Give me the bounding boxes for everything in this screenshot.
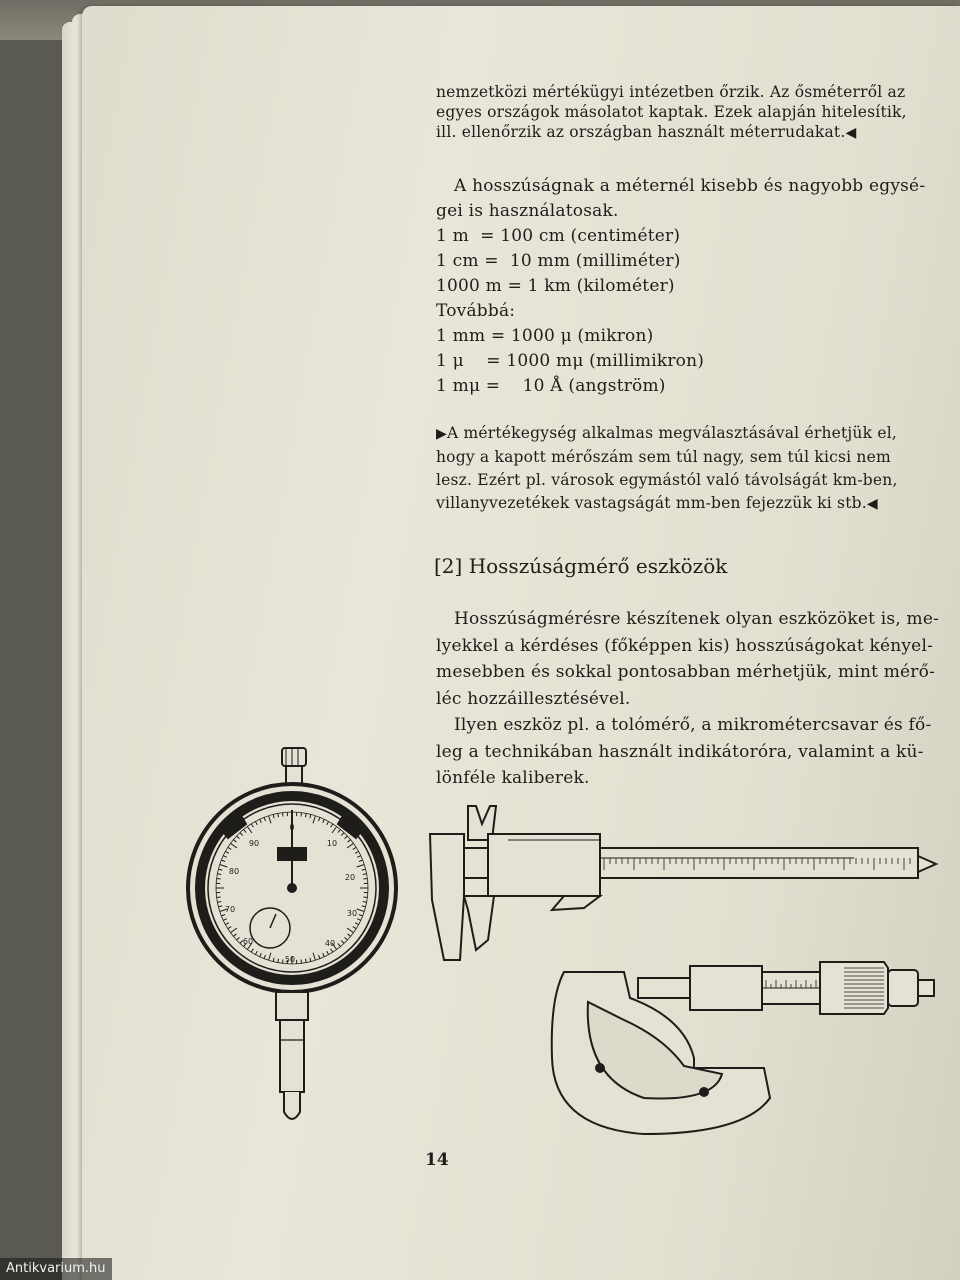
dial-label: 70 [224, 905, 236, 914]
text-line: lönféle kaliberek. [436, 768, 590, 788]
dial-label: 0 [289, 823, 295, 832]
unit-row: Továbbá: [436, 301, 516, 321]
end-marker-icon: ◀ [866, 496, 878, 512]
micrometer-illustration [544, 958, 944, 1138]
page-number: 14 [425, 1150, 449, 1170]
intro-paragraph [436, 82, 956, 143]
text-line: hogy a kapott mérőszám sem túl nagy, sem túl kicsi nem [436, 448, 891, 466]
text-line: Ilyen eszköz pl. a tolómérő, a mikrométercsavar és fő- [454, 715, 932, 735]
text-line: villanyvezetékek vastagságát mm-ben fejezzük ki stb.◀ [436, 494, 878, 512]
text-line: ill. ellenőrzik az országban használt méterrudakat.◀ [436, 123, 857, 141]
dial-label: 30 [346, 909, 358, 918]
end-marker-icon: ◀ [845, 125, 857, 141]
text-line: mesebben és sokkal pontosabban mérhetjük, mint mérő- [436, 662, 936, 682]
dial-label: 80 [228, 867, 240, 876]
dial-tick [363, 897, 367, 898]
vernier-caliper-illustration [424, 800, 944, 972]
unit-row: 1 m = 100 cm (centiméter) [436, 226, 681, 246]
dial-label: 50 [284, 955, 296, 964]
text-line: nemzetközi mértékügyi intézetben őrzik. Az ősméterről az [436, 83, 906, 101]
text-line: lyekkel a kérdéses (főképpen kis) hosszúságokat kényel- [436, 635, 934, 656]
unit-row: 1000 m = 1 km (kilométer) [436, 276, 675, 296]
dial-indicator-illustration [180, 740, 400, 1130]
text-line: leg a technikában használt indikátoróra, valamint a kü- [436, 741, 924, 762]
unit-row: 1 mμ = 10 Å (angström) [436, 376, 666, 396]
text-line: ▶A mértékegység alkalmas megválasztásával érhetjük el, [436, 424, 897, 442]
text-line: gei is használatosak. [436, 201, 619, 221]
section-heading: [2] Hosszúságmérő eszközök [434, 554, 728, 578]
dial-label: 10 [326, 839, 338, 848]
dial-tick [301, 959, 302, 963]
tools-paragraph [436, 606, 956, 792]
dial-label: 40 [324, 939, 336, 948]
unit-row: 1 cm = 10 mm (milliméter) [436, 251, 681, 271]
text-line: egyes országok másolatot kaptak. Ezek alapján hitelesítik, [436, 103, 907, 121]
text-line: lesz. Ezért pl. városok egymástól való távolságát km-ben, [436, 471, 898, 489]
dial-tick [301, 813, 302, 817]
dial-tick [217, 878, 221, 879]
dial-label: 60 [242, 937, 254, 946]
dial-tick [282, 813, 283, 817]
dial-tick [282, 959, 283, 963]
unit-row: 1 μ = 1000 mμ (millimikron) [436, 351, 705, 371]
text-line: léc hozzáillesztésével. [436, 688, 631, 709]
dial-label: 90 [248, 839, 260, 848]
units-block [436, 174, 956, 399]
start-marker-icon: ▶ [436, 426, 447, 442]
dial-tick [363, 878, 367, 879]
text-line: A hosszúságnak a méternél kisebb és nagyobb egysé- [454, 176, 926, 196]
unit-choice-paragraph [436, 422, 956, 516]
text-line: Hosszúságmérésre készítenek olyan eszközöket is, me- [454, 609, 940, 629]
dial-label: 20 [344, 873, 356, 882]
dial-tick [217, 897, 221, 898]
watermark: Antikvarium.hu [0, 1258, 112, 1280]
unit-row: 1 mm = 1000 μ (mikron) [436, 326, 654, 346]
